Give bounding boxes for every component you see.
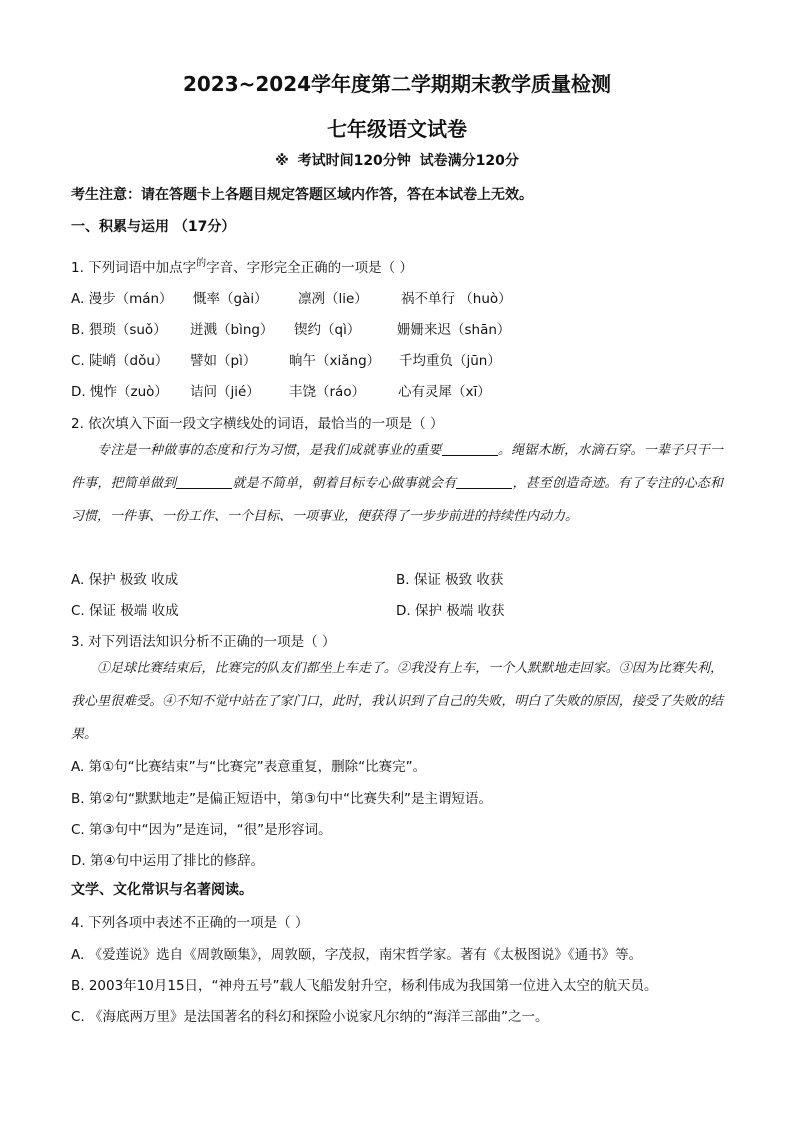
q2-passage-part1: 专注是一种做事的态度和行为习惯，是我们成就事业的重要 bbox=[97, 443, 442, 458]
q1-option-a[interactable] bbox=[71, 287, 512, 307]
q1-option-c[interactable] bbox=[71, 349, 501, 369]
q2-option-c[interactable]: C. 保证 极端 收成 bbox=[71, 603, 179, 619]
q3-passage: ①足球比赛结束后，比赛完的队友们都坐上车走了。②我没有上车，一个人默默地走回家。③因为比赛失利，我心里很难受。④不知不觉中站在了家门口，此时，我认识到了自己的失败，明白了失败的原因，接受了失败的结果。 bbox=[71, 661, 723, 742]
q2-passage-part4: ，甚至创造奇迹。有了专注的心态和习惯，一件事、一份工作、一个目标、一项事业，便获得了一步步前进的持续性内动力。 bbox=[71, 476, 723, 524]
q1-a-1: A. 漫步（mán） bbox=[71, 291, 173, 307]
q2-passage bbox=[71, 434, 723, 533]
q1-option-d[interactable] bbox=[71, 380, 491, 400]
question-3-stem: 3. 对下列语法知识分析不正确的一项是（ ） bbox=[71, 634, 336, 650]
q2-passage-part3: 就是不简单，朝着目标专心做事就会有 bbox=[232, 476, 457, 491]
question-4-stem: 4. 下列各项中表述不正确的一项是（ ） bbox=[71, 915, 309, 931]
blank-3[interactable] bbox=[456, 474, 512, 489]
q1-d-4: 心有灵犀（xī） bbox=[398, 384, 491, 400]
q1-d-3: 丰饶（ráo） bbox=[289, 384, 366, 400]
section-heading-2: 文学、文化常识与名著阅读。 bbox=[71, 882, 253, 898]
q3-option-b[interactable]: B. 第②句“默默地走”是偏正短语中，第③句中“比赛失利”是主谓短语。 bbox=[71, 791, 493, 807]
q3-option-c[interactable]: C. 第③句中“因为”是连词，“很”是形容词。 bbox=[71, 822, 332, 838]
q2-option-b[interactable]: B. 保证 极致 收获 bbox=[396, 572, 504, 588]
exam-subtitle: 七年级语文试卷 bbox=[327, 117, 467, 141]
q1-stem-part: 1. 下列词语中加点字 bbox=[71, 260, 197, 276]
section-heading-1: 一、积累与运用 （17分） bbox=[71, 219, 236, 235]
q1-a-2: 慨率（gài） bbox=[193, 291, 268, 307]
q2-option-d[interactable]: D. 保护 极端 收获 bbox=[396, 603, 505, 619]
q4-option-a[interactable]: A. 《爱莲说》选自《周敦颐集》，周敦颐，字茂叔，南宋哲学家。著有《太极图说》《通书》等。 bbox=[71, 947, 643, 963]
blank-1[interactable] bbox=[442, 441, 498, 456]
q1-stem-rest: 字音、字形完全正确的一项是（ ） bbox=[206, 260, 413, 276]
q2-passage-part2: 。绳锯木断，水滴石穿。一辈子只干一件事，把简单做到 bbox=[71, 443, 723, 491]
q3-option-a[interactable]: A. 第①句“比赛结束”与“比赛完”表意重复，删除“比赛完”。 bbox=[71, 759, 427, 775]
q3-option-d[interactable]: D. 第④句中运用了排比的修辞。 bbox=[71, 853, 265, 869]
candidate-notice: 考生注意：请在答题卡上各题目规定答题区域内作答，答在本试卷上无效。 bbox=[71, 187, 533, 203]
q1-c-4: 千均重负（jūn） bbox=[399, 353, 501, 369]
q2-option-a[interactable]: A. 保护 极致 收成 bbox=[71, 572, 179, 588]
q4-option-c[interactable]: C. 《海底两万里》是法国著名的科幻和探险小说家凡尔纳的“海洋三部曲”之一。 bbox=[71, 1009, 549, 1025]
q1-a-3: 凛冽（lie） bbox=[298, 291, 368, 307]
q1-b-2: 迸溅（bìng） bbox=[190, 322, 274, 338]
blank-2[interactable] bbox=[176, 474, 232, 489]
q1-d-2: 诘问（jié） bbox=[190, 384, 260, 400]
q1-c-1: C. 陡峭（dǒu） bbox=[71, 353, 169, 369]
q1-c-2: 譬如（pì） bbox=[190, 353, 257, 369]
exam-info: ※ 考试时间120分钟 试卷满分120分 bbox=[275, 153, 519, 169]
q1-stem-mark: 的 bbox=[196, 258, 207, 269]
q1-option-b[interactable] bbox=[71, 318, 510, 338]
exam-title: 2023~2024学年度第二学期期末教学质量检测 bbox=[182, 72, 612, 96]
question-1-stem bbox=[71, 254, 413, 276]
q1-b-1: B. 猥琐（suǒ） bbox=[71, 322, 167, 338]
q1-d-1: D. 愧怍（zuò） bbox=[71, 384, 168, 400]
q1-c-3: 晌午（xiǎng） bbox=[289, 353, 381, 369]
q1-a-4: 祸不单行 （huò） bbox=[401, 291, 512, 307]
q1-b-3: 锲约（qì） bbox=[294, 322, 361, 338]
question-2-stem: 2. 依次填入下面一段文字横线处的词语，最恰当的一项是（ ） bbox=[71, 416, 444, 432]
q1-b-4: 姗姗来迟（shān） bbox=[397, 322, 511, 338]
q4-option-b[interactable]: B. 2003年10月15日，“神舟五号”载人飞船发射升空，杨利伟成为我国第一位进入太空的航天员。 bbox=[71, 978, 658, 994]
